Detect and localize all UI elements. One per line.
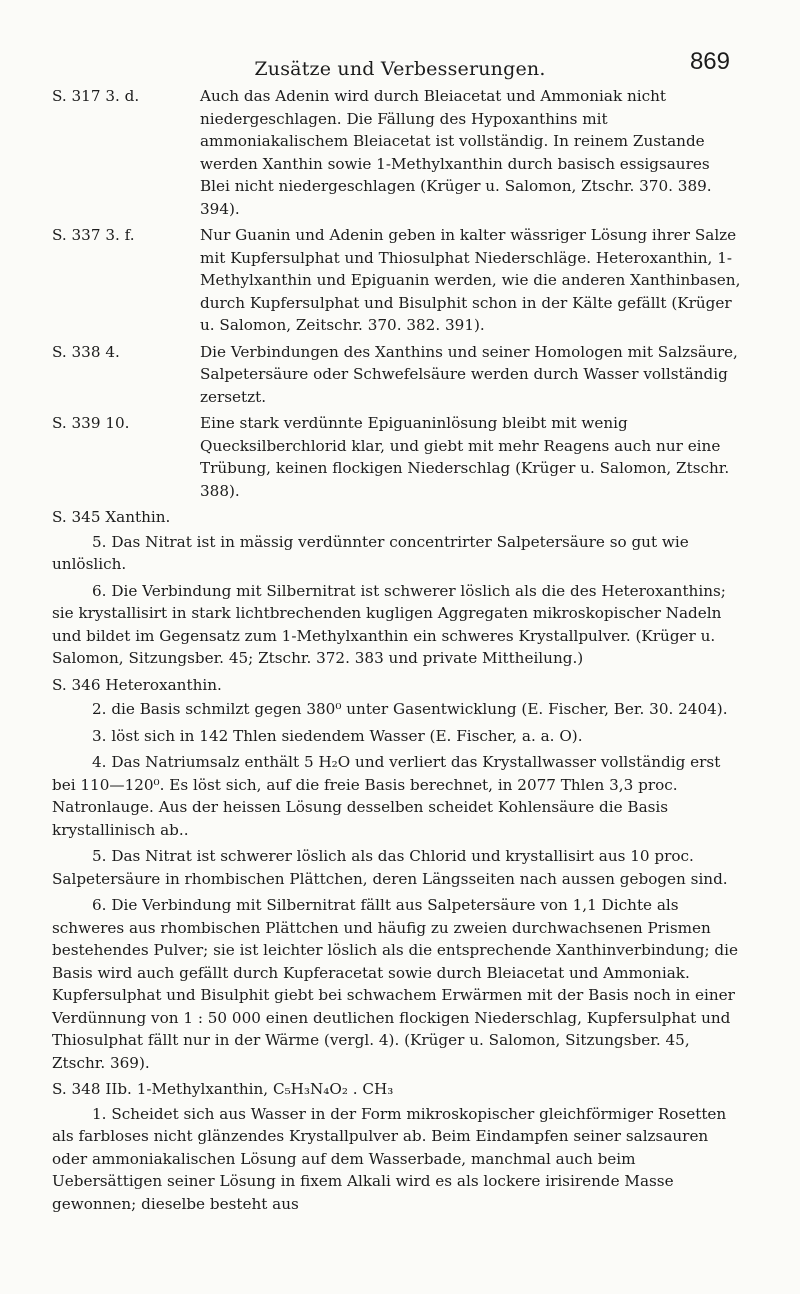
paragraph: 5. Das Nitrat ist in mässig verdünnter concentrirter Salpetersäure so gut wie unlöslich. <box>52 532 689 573</box>
page-body <box>52 85 744 1219</box>
entry-s317 <box>52 85 744 220</box>
section-heading: S. 346 Heteroxanthin. <box>52 675 222 694</box>
entry-text: Auch das Adenin wird durch Bleiacetat und Ammoniak nicht niedergeschlagen. Die Fällung des Hypoxanthins mit ammoniakalischem Bleiacetat ist vollständig. In reinem Zustande werden Xanthin sowie 1-Methylxanthin durch basisch essigsaures Blei nicht niedergeschlagen (Krüger u. Salomon, Ztschr. 370. 389. 394). <box>200 87 712 218</box>
paragraph: 2. die Basis schmilzt gegen 380⁰ unter Gasentwicklung (E. Fischer, Ber. 30. 2404). <box>92 700 728 718</box>
entry-reference: S. 337 3. f. <box>52 226 135 244</box>
paragraph: 6. Die Verbindung mit Silbernitrat ist schwerer löslich als die des Heteroxanthins; sie krystallisirt in stark lichtbrechenden kugligen Aggregaten mikroskopischer Nadeln und bildet im Gegensatz zum 1-Methylxanthin ein schweres Krystallpulver. (Krüger u. Salomon, Sitzungsber. 45; Ztschr. 372. 383 und private Mittheilung.) <box>52 581 726 667</box>
paragraph: 3. löst sich in 142 Thlen siedendem Wasser (E. Fischer, a. a. O). <box>92 726 583 745</box>
running-title: Zusätze und Verbesserungen. <box>254 58 546 80</box>
entry-text: Die Verbindungen des Xanthins und seiner Homologen mit Salzsäure, Salpetersäure oder Schwefelsäure werden durch Wasser vollständig zersetzt. <box>200 342 738 406</box>
entry-reference: S. 338 4. <box>52 342 120 361</box>
paragraph: 4. Das Natriumsalz enthält 5 H₂O und verliert das Krystallwasser vollständig erst bei 110—120⁰. Es löst sich, auf die freie Basis berechnet, in 2077 Thlen 3,3 proc. Natronlauge. Aus der heissen Lösung desselben scheidet Kohlensäure die Basis krystallinisch ab.. <box>52 753 721 839</box>
paragraph: 6. Die Verbindung mit Silbernitrat fällt aus Salpetersäure von 1,1 Dichte als schweres aus rhombischen Plättchen und häufig zu zweien durchwachsenen Prismen bestehendes Pulver; sie ist leichter löslich als die entsprechende Xanthinverbindung; die Basis wird auch gefällt durch Kupferacetat sowie durch Bleiacetat und Ammoniak. Kupfersulphat und Bisulphit giebt bei schwachem Erwärmen mit der Basis noch in einer Verdünnung von 1 : 50 000 einen deutlichen flockigen Niederschlag, Kupfersulphat und Thiosulphat fällt nur in der Wärme (vergl. 4). (Krüger u. Salomon, Sitzungsber. 45, Ztschr. 369). <box>52 896 738 1072</box>
entry-s339 <box>52 412 744 502</box>
section-xanthin <box>52 506 744 670</box>
paragraph: 5. Das Nitrat ist schwerer löslich als das Chlorid und krystallisirt aus 10 proc. Salpetersäure in rhombischen Plättchen, deren Längsseiten nach aussen gebogen sind. <box>52 847 728 888</box>
section-heading: S. 345 Xanthin. <box>52 508 171 526</box>
entry-text: Nur Guanin und Adenin geben in kalter wässriger Lösung ihrer Salze mit Kupfersulphat und Thiosulphat Niederschläge. Heteroxanthin, 1-Methylxanthin und Epiguanin werden, wie die anderen Xanthinbasen, durch Kupfersulphat und Bisulphit schon in der Kälte gefällt (Krüger u. Salomon, Zeitschr. 370. 382. 391). <box>200 226 741 334</box>
entry-reference: S. 317 3. d. <box>52 87 140 105</box>
page-number: 869 <box>689 48 730 75</box>
entry-s337 <box>52 224 744 337</box>
entry-reference: S. 339 10. <box>52 414 130 432</box>
entry-text: Eine stark verdünnte Epiguaninlösung bleibt mit wenig Quecksilberchlorid klar, und giebt mit mehr Reagens auch nur eine Trübung, keinen flockigen Niederschlag (Krüger u. Salomon, Ztschr. 388). <box>200 414 730 500</box>
section-methylxanthin <box>52 1078 744 1215</box>
paragraph: 1. Scheidet sich aus Wasser in der Form mikroskopischer gleichförmiger Rosetten als farbloses nicht glänzendes Krystallpulver ab. Beim Eindampfen seiner salzsauren oder ammoniakalischen Lösung auf dem Wasserbade, manchmal auch beim Uebersättigen seiner Lösung in fixem Alkali wird es als lockere irisirende Masse gewonnen; dieselbe besteht aus <box>52 1104 727 1213</box>
entry-s338 <box>52 341 744 409</box>
section-heading: S. 348 IIb. 1-Methylxanthin, C₅H₃N₄O₂ . CH₃ <box>52 1080 394 1098</box>
section-heteroxanthin <box>52 674 744 1075</box>
